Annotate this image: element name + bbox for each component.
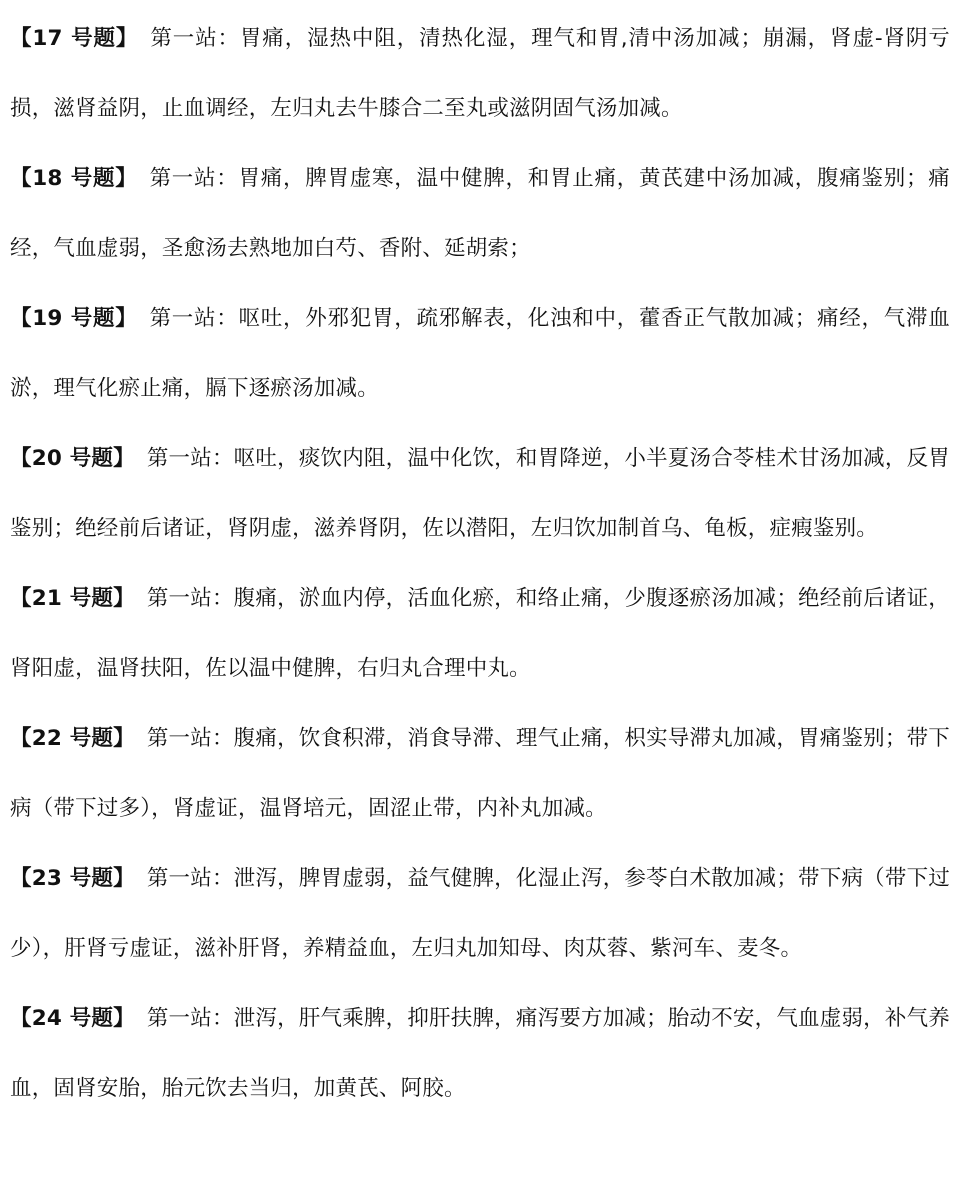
entry-22 — [10, 704, 950, 844]
entry-19 — [10, 284, 950, 424]
entry-label: 【22 号题】 — [10, 726, 135, 751]
entry-20 — [10, 424, 950, 564]
entry-24 — [10, 984, 950, 1124]
entry-text: 第一站：胃痛，脾胃虚寒，温中健脾，和胃止痛，黄芪建中汤加减，腹痛鉴别；痛经，气血虚弱，圣愈汤去熟地加白芍、香附、延胡索； — [10, 166, 950, 261]
entry-text: 第一站：呕吐，痰饮内阻，温中化饮，和胃降逆，小半夏汤合苓桂术甘汤加减，反胃鉴别；绝经前后诸证，肾阴虚，滋养肾阴，佐以潜阳，左归饮加制首乌、龟板，症瘕鉴别。 — [10, 446, 950, 541]
entry-label: 【24 号题】 — [10, 1006, 135, 1031]
entry-text: 第一站：泄泻，肝气乘脾，抑肝扶脾，痛泻要方加减；胎动不安，气血虚弱，补气养血，固肾安胎，胎元饮去当归，加黄芪、阿胶。 — [10, 1006, 950, 1101]
entry-17 — [10, 4, 950, 144]
entry-text: 第一站：腹痛，淤血内停，活血化瘀，和络止痛，少腹逐瘀汤加减；绝经前后诸证，肾阳虚，温肾扶阳，佐以温中健脾，右归丸合理中丸。 — [10, 586, 950, 681]
entry-label: 【18 号题】 — [10, 166, 138, 191]
entry-label: 【21 号题】 — [10, 586, 135, 611]
entry-21 — [10, 564, 950, 704]
entry-label: 【20 号题】 — [10, 446, 135, 471]
entry-23 — [10, 844, 950, 984]
entry-text: 第一站：呕吐，外邪犯胃，疏邪解表，化浊和中，藿香正气散加减；痛经，气滞血淤，理气化瘀止痛，膈下逐瘀汤加减。 — [10, 306, 950, 401]
entry-text: 第一站：胃痛，湿热中阻，清热化湿，理气和胃,清中汤加减；崩漏，肾虚-肾阴亏损，滋肾益阴，止血调经，左归丸去牛膝合二至丸或滋阴固气汤加减。 — [10, 26, 950, 121]
entry-text: 第一站：腹痛，饮食积滞，消食导滞、理气止痛，枳实导滞丸加减，胃痛鉴别；带下病（带下过多），肾虚证，温肾培元，固涩止带，内补丸加减。 — [10, 726, 950, 821]
entry-label: 【23 号题】 — [10, 866, 135, 891]
entry-text: 第一站：泄泻，脾胃虚弱，益气健脾，化湿止泻，参苓白术散加减；带下病（带下过少），肝肾亏虚证，滋补肝肾，养精益血，左归丸加知母、肉苁蓉、紫河车、麦冬。 — [10, 866, 950, 961]
entry-18 — [10, 144, 950, 284]
entry-label: 【17 号题】 — [10, 26, 139, 51]
entry-label: 【19 号题】 — [10, 306, 138, 331]
